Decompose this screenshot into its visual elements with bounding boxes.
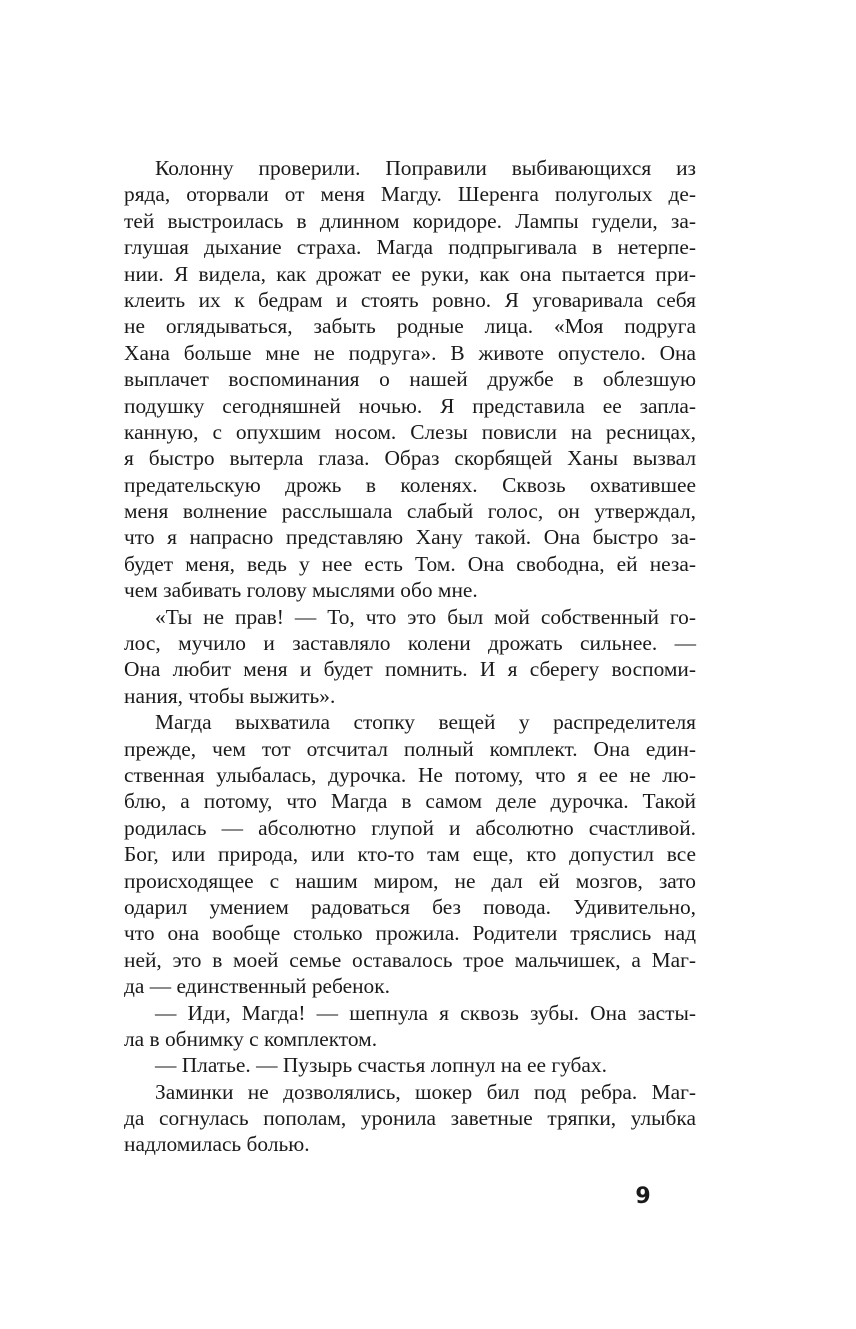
text-line: нии. Я видела, как дрожат ее руки, как она пытается при- xyxy=(124,261,696,286)
text-line: лос, мучило и заставляло колени дрожать сильнее. — xyxy=(124,631,696,656)
text-line: ряда, оторвали от меня Магду. Шеренга полуголых де- xyxy=(124,182,696,207)
text-line: да — единственный ребенок. xyxy=(124,974,390,999)
text-line: подушку сегодняшней ночью. Я представила ее запла- xyxy=(124,393,696,418)
text-line: да согнулась пополам, уронила заветные тряпки, улыбка xyxy=(124,1106,696,1131)
text-line: ла в обнимку с комплектом. xyxy=(124,1026,378,1051)
text-line: «Ты не прав! — То, что это был мой собственный го- xyxy=(155,604,696,629)
text-line: тей выстроилась в длинном коридоре. Лампы гудели, за- xyxy=(124,208,696,233)
text-line: Бог, или природа, или кто-то там еще, кто допустил все xyxy=(124,842,696,867)
text-line: клеить их к бедрам и стоять ровно. Я уговаривала себя xyxy=(124,287,696,312)
text-line: Колонну проверили. Поправили выбивающихся из xyxy=(155,156,696,180)
text-line: Магда выхватила стопку вещей у распределителя xyxy=(155,710,696,735)
text-line: ственная улыбалась, дурочка. Не потому, что я ее не лю- xyxy=(124,762,696,787)
text-line: канную, с опухшим носом. Слезы повисли на ресницах, xyxy=(124,419,696,444)
text-line: родилась — абсолютно глупой и абсолютно счастливой. xyxy=(124,815,696,840)
text-line: нания, чтобы выжить». xyxy=(124,683,336,708)
text-line: Хана больше мне не подруга». В животе опустело. Она xyxy=(124,340,696,365)
text-line: будет меня, ведь у нее есть Том. Она свободна, ей неза- xyxy=(124,551,696,576)
text-line: предательскую дрожь в коленях. Сквозь охватившее xyxy=(124,472,696,497)
text-line: прежде, чем тот отсчитал полный комплект. Она един- xyxy=(124,736,696,761)
body-text xyxy=(124,155,696,1158)
text-line: что она вообще столько прожила. Родители тряслись над xyxy=(124,921,696,946)
text-line: надломилась болью. xyxy=(124,1132,310,1157)
text-line: меня волнение расслышала слабый голос, он утверждал, xyxy=(124,499,696,524)
text-line: — Платье. — Пузырь счастья лопнул на ее губах. xyxy=(155,1053,607,1078)
text-line: чем забивать голову мыслями обо мне. xyxy=(124,578,478,603)
page-number: 9 xyxy=(635,1184,651,1209)
text-line: Заминки не дозволялись, шокер бил под ребра. Маг- xyxy=(155,1079,696,1104)
text-line: глушая дыхание страха. Магда подпрыгивала в нетерпе- xyxy=(124,235,696,260)
text-line: ней, это в моей семье оставалось трое мальчишек, а Маг- xyxy=(124,947,696,972)
text-line: блю, а потому, что Магда в самом деле дурочка. Такой xyxy=(124,789,696,814)
text-line: — Иди, Магда! — шепнула я сквозь зубы. Она засты- xyxy=(155,1000,696,1025)
text-line: одарил умением радоваться без повода. Удивительно, xyxy=(124,894,696,919)
text-line: я быстро вытерла глаза. Образ скорбящей Ханы вызвал xyxy=(124,446,696,471)
text-line: происходящее с нашим миром, не дал ей мозгов, зато xyxy=(124,868,696,893)
text-line: не оглядываться, забыть родные лица. «Моя подруга xyxy=(124,314,696,339)
text-line: Она любит меня и будет помнить. И я сберегу воспоми- xyxy=(124,657,696,682)
text-line: выплачет воспоминания о нашей дружбе в облезшую xyxy=(124,367,696,392)
text-line: что я напрасно представляю Хану такой. Она быстро за- xyxy=(124,525,696,550)
